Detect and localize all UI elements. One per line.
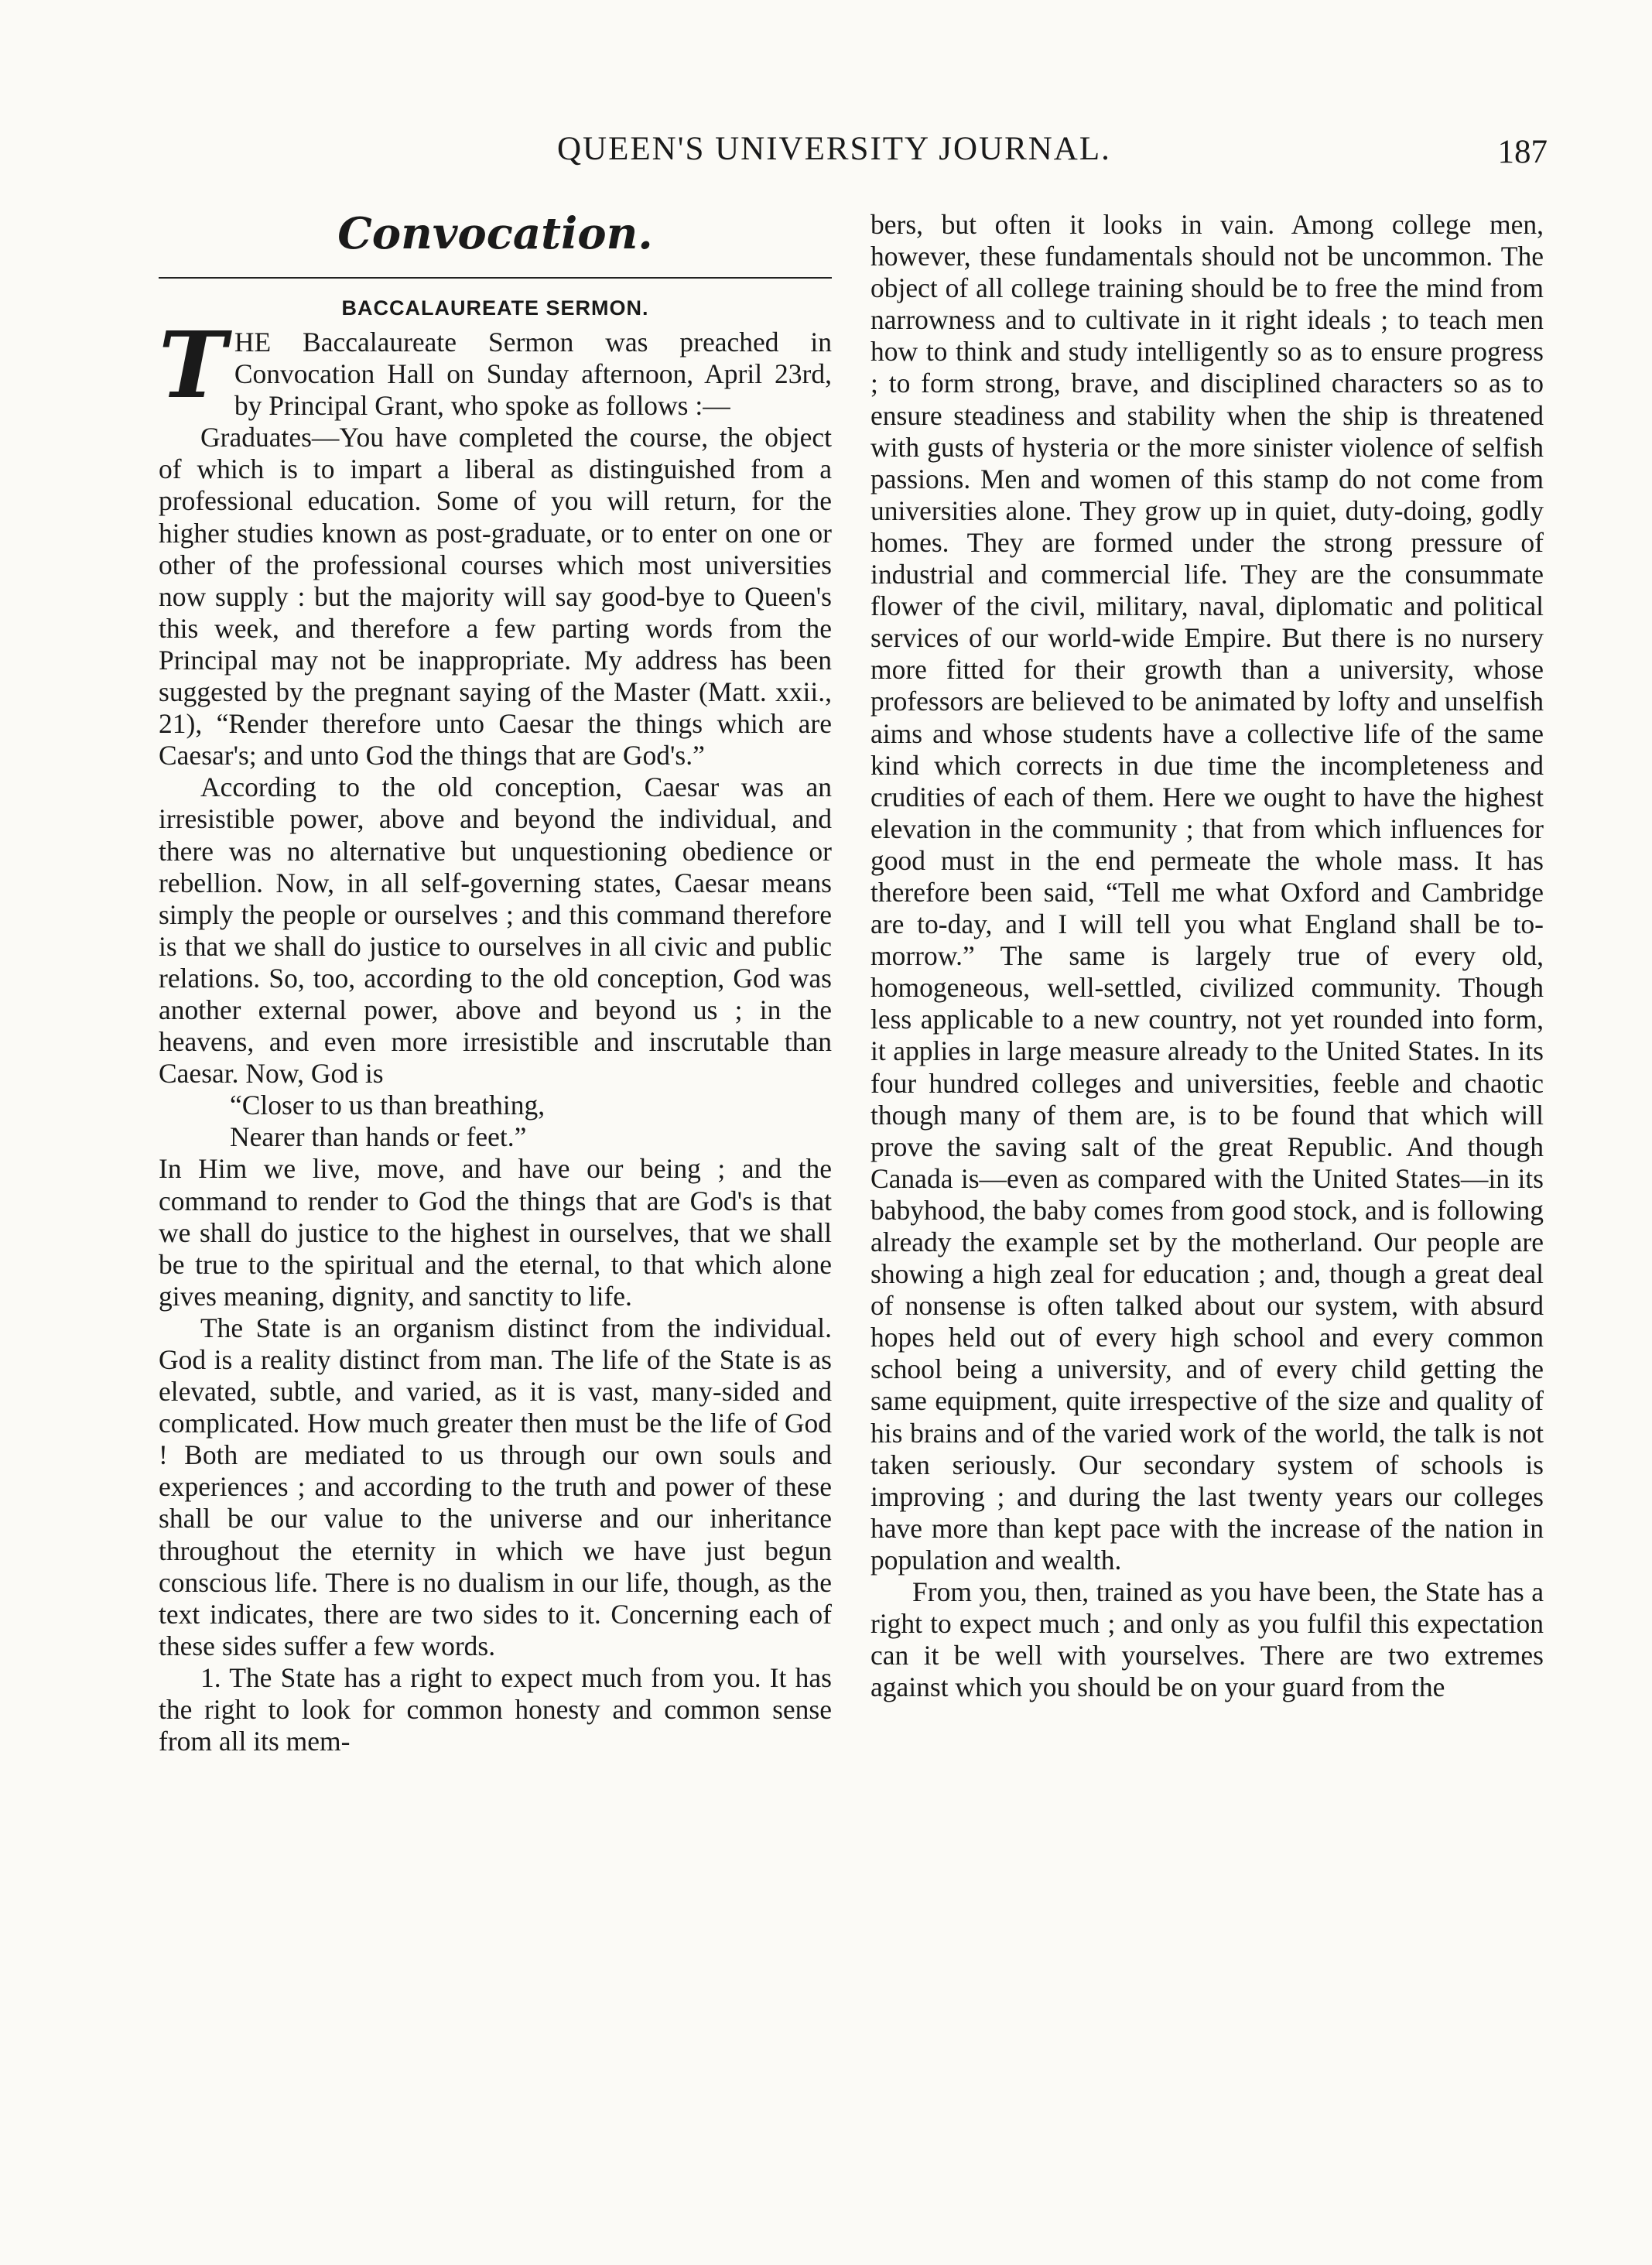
paragraph: bers, but often it looks in vain. Among college men, however, these fundamentals should not be uncommon. The object of all college training should be to free the mind from narrowness and to cultivate in it right ideals ; to teach men how to think and study intelligently so as to ensure progress ; to form strong, brave, and disciplined characters so as to ensure steadiness and stability when the ship is threatened with gusts of hysteria or the more sinister violence of selfish passions. Men and women of this stamp do not come from universities alone. They grow up in quiet, duty-doing, godly homes. They are formed under the strong pressure of industrial and commercial life. They are the consummate flower of the civil, military, naval, diplomatic and political services of our world-wide Empire. But there is no nursery more fitted for their growth than a university, whose professors are believed to be animated by lofty and unselfish aims and whose students have a collective life of the same kind which corrects in due time the incompleteness and crudities of each of them. Here we ought to have the highest elevation in the community ; that from which influences for good must in the end permeate the whole mass. It has therefore been said, “Tell me what Oxford and Cambridge are to-day, and I will tell you what England shall be to-morrow.” The same is largely true of every old, homogeneous, well-settled, civilized community. Though less applicable to a new country, not yet rounded into form, it applies in large measure already to the United States. In its four hundred colleges and universities, feeble and chaotic though many of them are, is to be found that which will prove the saving salt of the great Republic. And though Canada is—even as compared with the United States—in its babyhood, the baby comes from good stock, and is following already the example set by the motherland. Our people are showing a high zeal for education ; and, though a great deal of nonsense is often talked about our system, with absurd hopes held out of every high school and every common school being a university, and of every child getting the same equipment, quite irrespective of the size and quality of his brains and of the varied work of the world, the talk is not taken seriously. Our secondary system of schools is improving ; and during the last twenty years our colleges have more than kept pace with the increase of the nation in population and wealth. — [870, 209, 1544, 1576]
paragraph: Graduates—You have completed the course, the object of which is to impart a liberal as distinguished from a professional education. Some of you will return, for the higher studies known as post-graduate, or to enter on one or other of the professional courses which most universities now supply : but the majority will say good-bye to Queen's this week, and therefore a few parting words from the Principal may not be inappropriate. My address has been suggested by the pregnant saying of the Master (Matt. xxii., 21), “Render therefore unto Caesar the things which are Caesar's; and unto God the things that are God's.” — [159, 422, 832, 772]
verse-quote — [159, 1090, 832, 1153]
paragraph: According to the old conception, Caesar was an irresistible power, above and beyond the individual, and there was no alternative but unquestioning obedience or rebellion. Now, in all self-governing states, Caesar means simply the people or ourselves ; and this command therefore is that we shall do justice to ourselves in all civic and public relations. So, too, according to the old conception, God was another external power, above and beyond us ; in the heavens, and even more irresistible and inscrutable than Caesar. Now, God is — [159, 772, 832, 1090]
paragraph: From you, then, trained as you have been, the State has a right to expect much ; and only as you fulfil this expectation can it be well with yourselves. There are two extremes against which you should be on your guard from the — [870, 1576, 1544, 1703]
paragraph: In Him we live, move, and have our being ; and the command to render to God the things that are God's is that we shall do justice to the highest in ourselves, that we shall be true to the spiritual and the eternal, to that which alone gives meaning, dignity, and sanctity to life. — [159, 1153, 832, 1312]
left-column — [159, 209, 832, 1757]
section-title: Convocation. — [337, 208, 653, 259]
paragraph: 1. The State has a right to expect much from you. It has the right to look for common honesty and common sense from all its mem- — [159, 1661, 832, 1757]
verse-line: Nearer than hands or feet.” — [230, 1121, 527, 1153]
journal-title: QUEEN'S UNIVERSITY JOURNAL. — [557, 131, 1111, 167]
running-header — [155, 130, 1548, 184]
verse-line: “Closer to us than breathing, — [230, 1090, 546, 1121]
page-number: 187 — [1497, 134, 1548, 170]
opening-paragraph — [159, 311, 832, 422]
paragraph-text: HE Baccalaureate Sermon was preached in Convocation Hall on Sunday afternoon, April 23rd, by Principal Grant, who spoke as follows :— — [234, 327, 832, 422]
article-subhead: BACCALAUREATE SERMON. — [341, 296, 649, 320]
paragraph: The State is an organism distinct from the individual. God is a reality distinct from man. The life of the State is as elevated, subtle, and varied, as it is vast, many-sided and complicated. How much greater then must be the life of God ! Both are mediated to us through our own souls and experiences ; and according to the truth and power of these shall be our value to the universe and our inheritance throughout the eternity in which we have just begun conscious life. There is no dualism in our life, though, as the text indicates, there are two sides to it. Concerning each of these sides suffer a few words. — [159, 1312, 832, 1661]
drop-cap: T — [159, 311, 227, 419]
title-rule — [159, 277, 832, 279]
right-column — [870, 209, 1544, 1703]
